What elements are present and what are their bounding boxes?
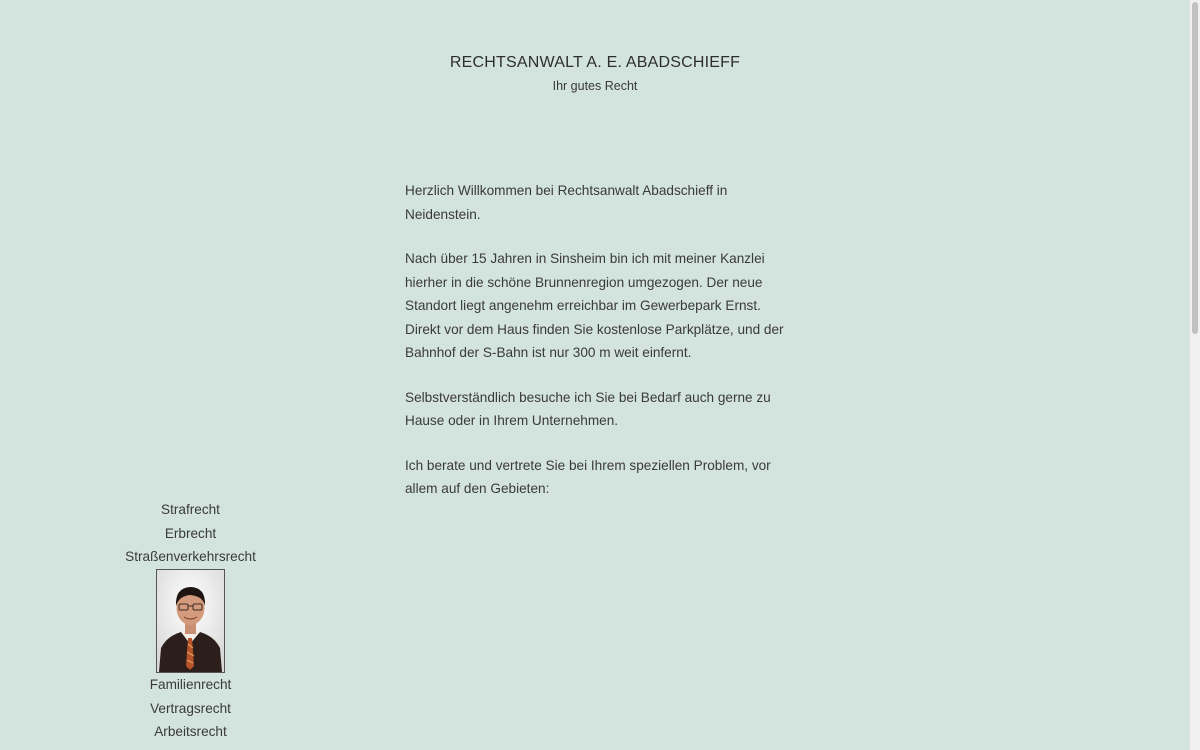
portrait-image <box>157 570 224 672</box>
practice-area-item: Familienrecht <box>149 677 232 692</box>
practice-area-item: Erbrecht <box>164 525 217 541</box>
vertical-scrollbar[interactable] <box>1189 0 1200 750</box>
location-paragraph: Nach über 15 Jahren in Sinsheim bin ich mit meiner Kanzlei hierher in die schöne Brunnenregion umgezogen. Der neue Standort liegt angenehm erreichbar im Gewerbepark Ernst. Direkt vor dem Haus finden Sie kostenlose Parkplätze, und der Bahnhof der S-Bahn ist nur 300 m weit einfernt. <box>405 251 784 360</box>
areas-intro-paragraph: Ich berate und vertrete Sie bei Ihrem speziellen Problem, vor allem auf den Gebieten: <box>405 457 771 496</box>
practice-area-item: Straßenverkehrsrecht <box>125 549 256 564</box>
practice-list-top <box>120 498 261 569</box>
main-content <box>405 179 790 522</box>
lawyer-portrait <box>156 569 225 673</box>
scrollbar-thumb[interactable] <box>1192 2 1198 334</box>
welcome-paragraph: Herzlich Willkommen bei Rechtsanwalt Abadschieff in Neidenstein. <box>405 183 728 222</box>
visit-paragraph: Selbstverständlich besuche ich Sie bei Bedarf auch gerne zu Hause oder in Ihrem Unternehmen. <box>405 389 771 428</box>
practice-area-item: Arbeitsrecht <box>154 724 227 739</box>
practice-area-item: Vertragsrecht <box>150 700 231 716</box>
site-title: RECHTSANWALT A. E. ABADSCHIEFF <box>449 54 741 71</box>
practice-list-bottom <box>120 673 261 744</box>
site-subtitle: Ihr gutes Recht <box>552 79 638 93</box>
practice-area-item: Strafrecht <box>161 502 220 517</box>
